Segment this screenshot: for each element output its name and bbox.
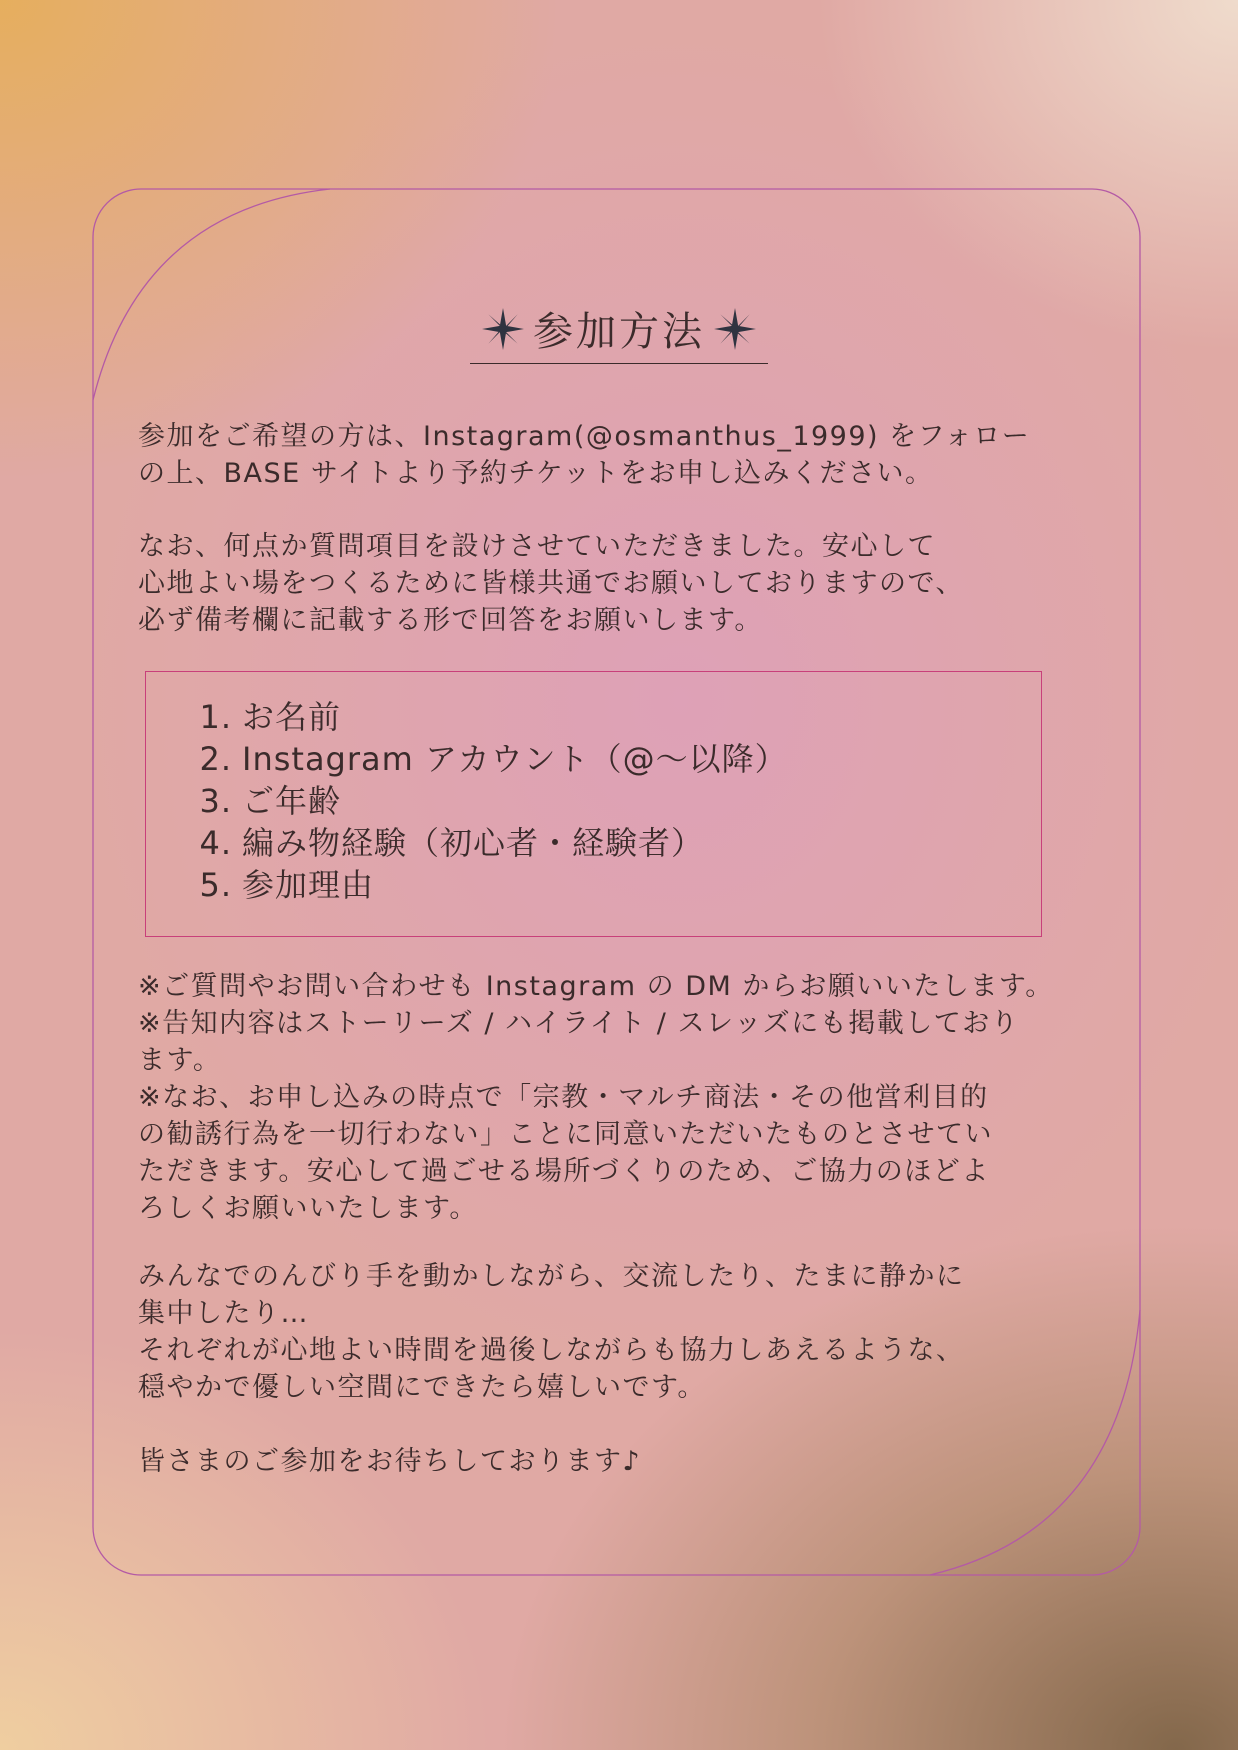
question-text: 参加理由 xyxy=(242,866,375,904)
notice-line: 必ず備考欄に記載する形で回答をお願いします。 xyxy=(138,605,763,636)
message-paragraph xyxy=(138,1258,1128,1406)
question-text: お名前 xyxy=(242,698,342,736)
questions-list xyxy=(196,696,788,906)
notes-paragraph xyxy=(138,968,1128,1227)
question-item xyxy=(196,780,788,822)
closing-paragraph xyxy=(138,1443,1128,1480)
page-title xyxy=(470,300,768,364)
notice-paragraph xyxy=(138,528,1128,639)
notes-line: ※告知内容はストーリーズ / ハイライト / スレッズにも掲載しており xyxy=(138,1008,1020,1039)
sparkle-icon xyxy=(714,308,756,350)
notice-line: 心地よい場をつくるために皆様共通でお願いしておりますので、 xyxy=(138,568,964,599)
closing-text: 皆さまのご参加をお待ちしております♪ xyxy=(138,1446,642,1477)
notes-line: ろしくお願いいたします。 xyxy=(138,1193,478,1224)
question-item xyxy=(196,822,788,864)
question-text: ご年齢 xyxy=(242,782,342,820)
intro-line: の上、BASE サイトより予約チケットをお申し込みください。 xyxy=(138,458,934,489)
question-text: 編み物経験（初心者・経験者） xyxy=(242,824,705,862)
intro-line: 参加をご希望の方は、Instagram(@osmanthus_1999) をフォロー xyxy=(138,421,1031,452)
question-item xyxy=(196,696,788,738)
question-number: 2. xyxy=(199,740,232,778)
message-line: 集中したり… xyxy=(138,1298,309,1329)
question-number: 3. xyxy=(199,782,232,820)
page-title-text: 参加方法 xyxy=(533,309,705,355)
message-line: 穏やかで優しい空間にできたら嬉しいです。 xyxy=(138,1372,706,1403)
notes-line: ただきます。安心して過ごせる場所づくりのため、ご協力のほどよ xyxy=(138,1156,990,1187)
question-item xyxy=(196,864,788,906)
notes-line: ※ご質問やお問い合わせも Instagram の DM からお願いいたします。 xyxy=(138,971,1054,1002)
notice-line: なお、何点か質問項目を設けさせていただきました。安心して xyxy=(138,531,936,562)
question-number: 4. xyxy=(199,824,232,862)
notes-line: の勧誘行為を一切行わない」ことに同意いただいたものとさせてい xyxy=(138,1119,993,1150)
message-line: それぞれが心地よい時間を過後しながらも協力しあえるような、 xyxy=(138,1335,965,1366)
notes-line: ※なお、お申し込みの時点で「宗教・マルチ商法・その他営利目的 xyxy=(138,1082,989,1113)
question-item xyxy=(196,738,788,780)
question-text: Instagram アカウント（@～以降） xyxy=(242,740,788,778)
questions-box xyxy=(145,671,1042,937)
heading-section xyxy=(0,300,1238,364)
message-line: みんなでのんびり手を動かしながら、交流したり、たまに静かに xyxy=(138,1261,965,1292)
question-number: 1. xyxy=(199,698,232,736)
intro-paragraph xyxy=(138,418,1128,492)
notes-line: ます。 xyxy=(138,1045,222,1076)
sparkle-icon xyxy=(482,308,524,350)
question-number: 5. xyxy=(199,866,232,904)
